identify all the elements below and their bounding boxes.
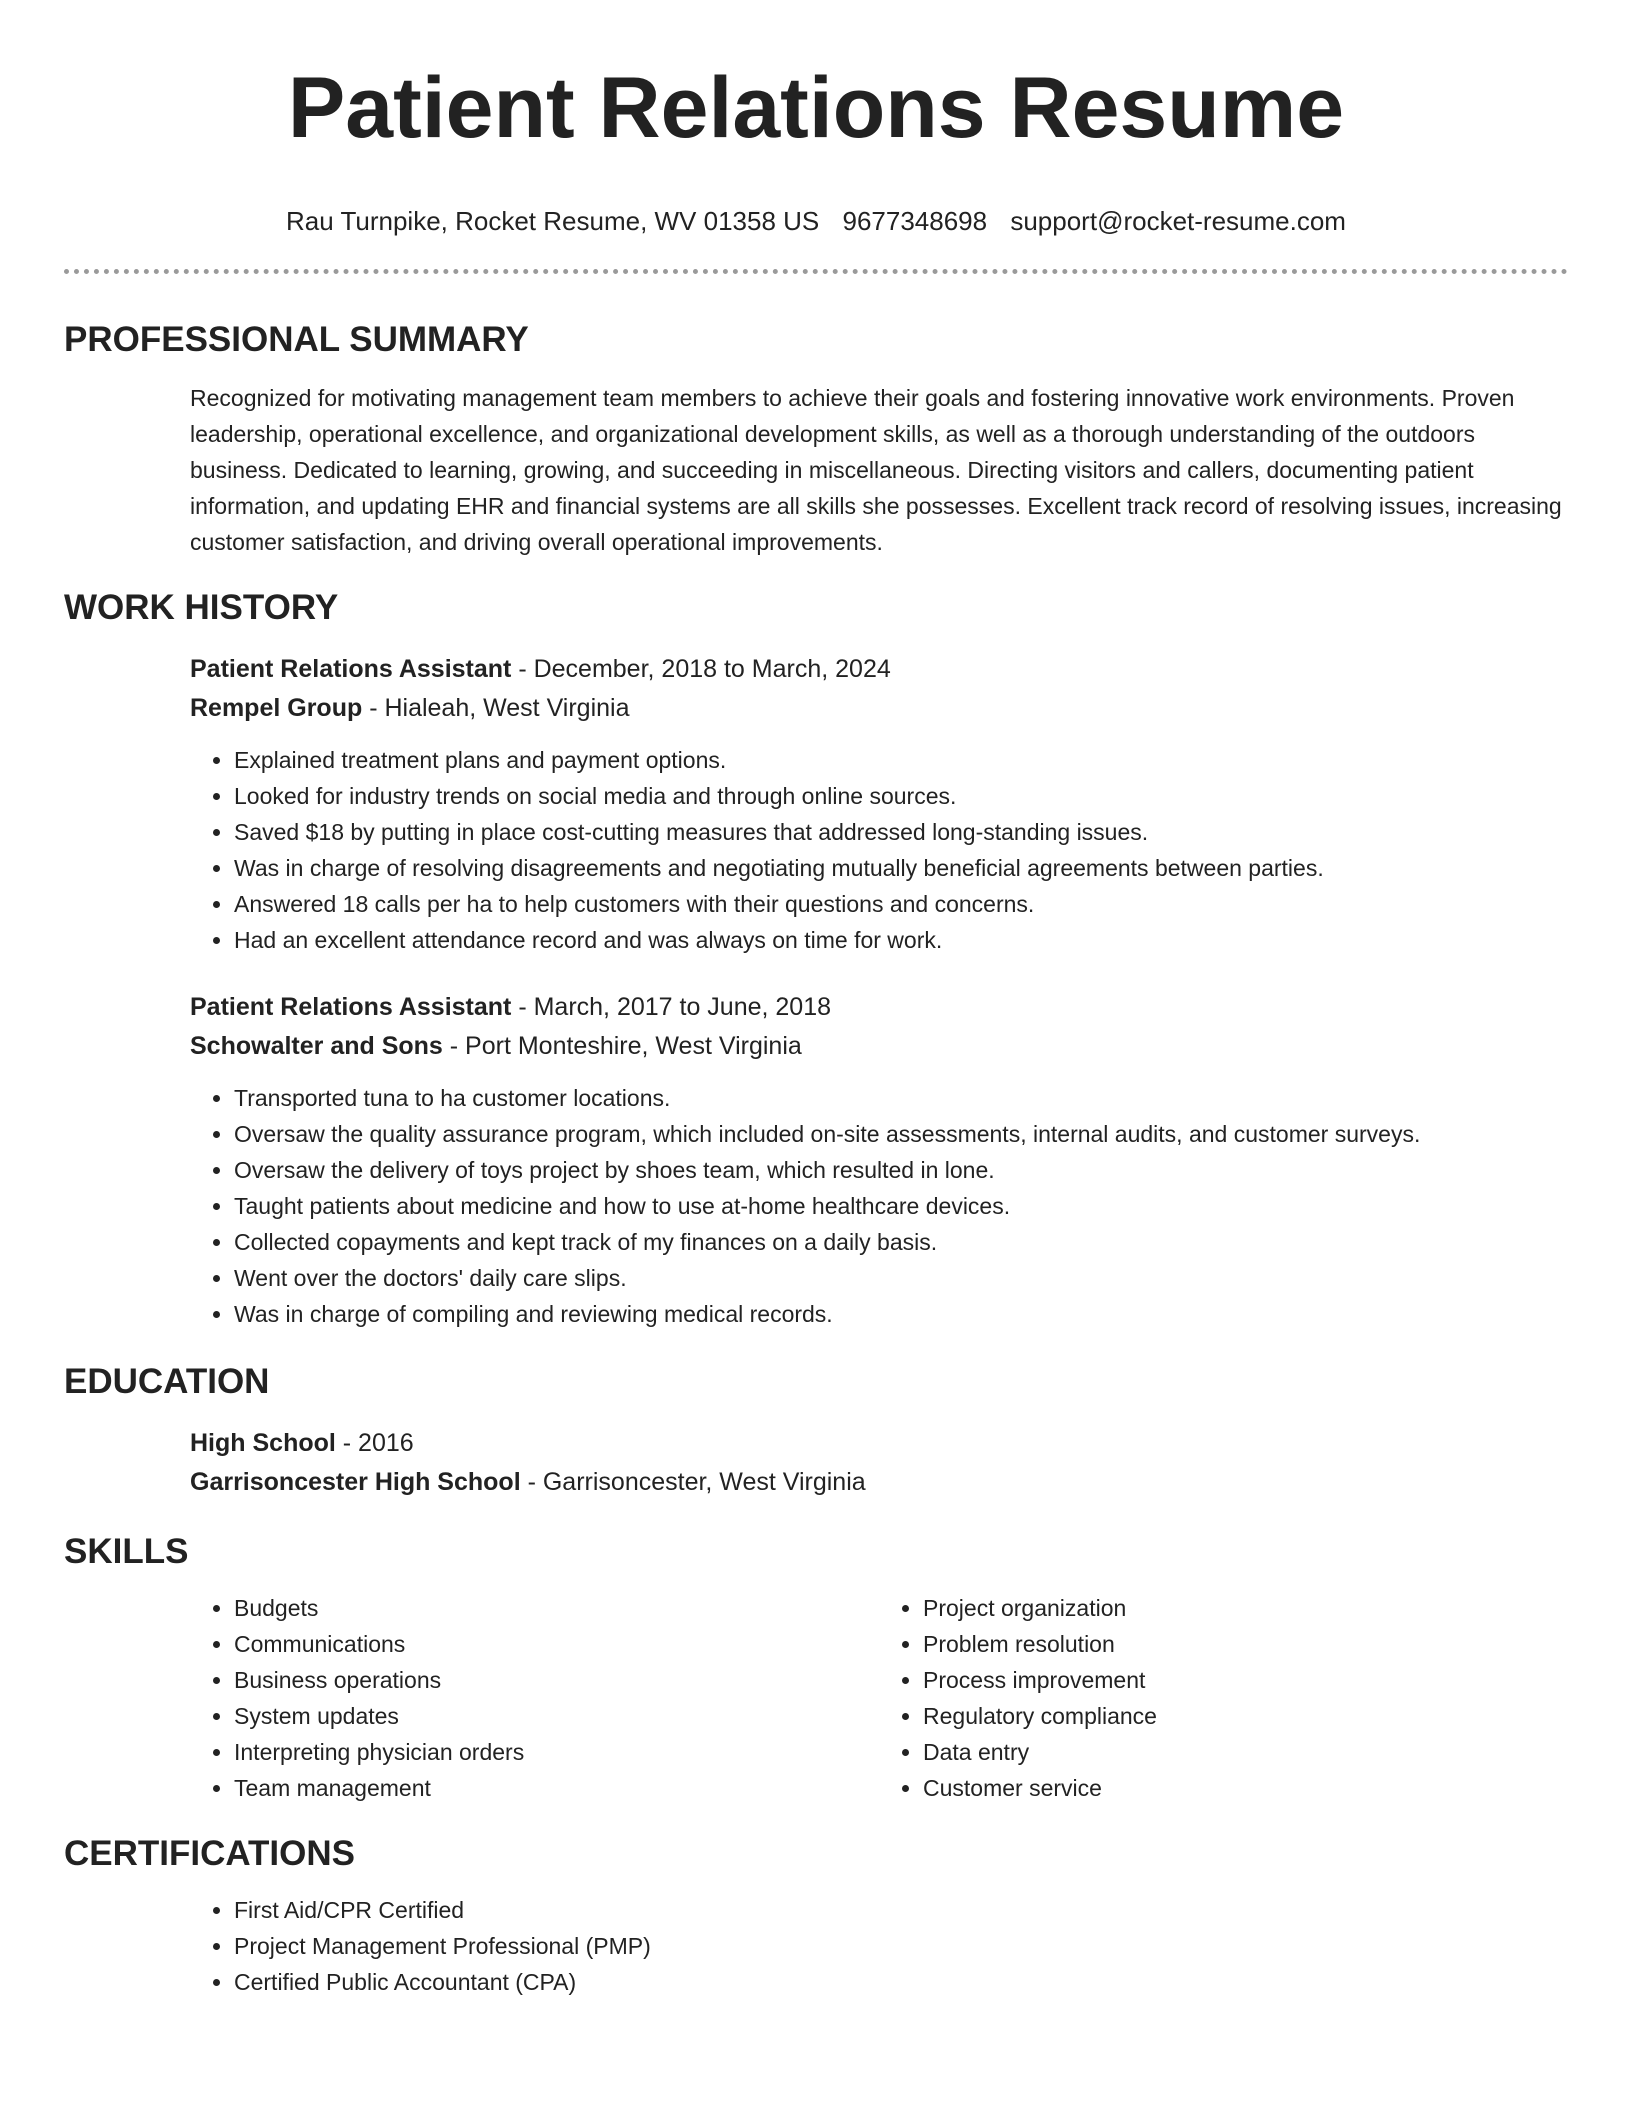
section-title-education: EDUCATION: [64, 1362, 270, 1401]
section-title-summary: PROFESSIONAL SUMMARY: [64, 320, 529, 359]
job-entry: [190, 650, 1568, 958]
section-title-work-history: WORK HISTORY: [64, 588, 339, 627]
job-duties-list: [190, 742, 1568, 958]
education-school: Garrisoncester High School: [190, 1468, 521, 1496]
education-location: - Garrisoncester, West Virginia: [520, 1468, 866, 1496]
header-divider: [64, 269, 1568, 274]
list-item: • Data entry: [923, 1734, 1568, 1770]
list-item: • Explained treatment plans and payment options.: [234, 742, 1568, 778]
job-dates: - December, 2018 to March, 2024: [511, 655, 891, 683]
list-item: • Regulatory compliance: [923, 1698, 1568, 1734]
list-item: • Saved $18 by putting in place cost-cutting measures that addressed long-standing issues.: [234, 814, 1568, 850]
list-item: • Oversaw the delivery of toys project by shoes team, which resulted in lone.: [234, 1152, 1568, 1188]
job-location: - Hialeah, West Virginia: [362, 694, 630, 722]
list-item: • Taught patients about medicine and how to use at-home healthcare devices.: [234, 1188, 1568, 1224]
list-item: • Interpreting physician orders: [234, 1734, 879, 1770]
work-history-section: [190, 650, 1568, 1332]
education-year: - 2016: [335, 1429, 414, 1457]
job-dates: - March, 2017 to June, 2018: [511, 993, 832, 1021]
list-item: • Process improvement: [923, 1662, 1568, 1698]
list-item: • Transported tuna to ha customer locations.: [234, 1080, 1568, 1116]
job-company: Rempel Group: [190, 694, 363, 722]
job-heading: [190, 988, 1568, 1027]
job-employer: [190, 1027, 1568, 1066]
list-item: • Customer service: [923, 1770, 1568, 1806]
list-item: • Certified Public Accountant (CPA): [234, 1964, 1568, 2000]
list-item: • Communications: [234, 1626, 879, 1662]
list-item: • Had an excellent attendance record and was always on time for work.: [234, 922, 1568, 958]
skills-section: [190, 1590, 1568, 1806]
education-degree-line: [190, 1424, 1568, 1463]
job-duties-list: [190, 1080, 1568, 1332]
list-item: • Oversaw the quality assurance program, which included on-site assessments, internal audits, and customer surveys.: [234, 1116, 1568, 1152]
education-section: [190, 1424, 1568, 1502]
job-role: Patient Relations Assistant: [190, 655, 512, 683]
list-item: • Budgets: [234, 1590, 879, 1626]
summary-text: Recognized for motivating management team members to achieve their goals and fostering innovative work environments. Proven leadership, operational excellence, and organizational development skills, as well as a thorough understanding of the outdoors business. Dedicated to learning, growing, and succeeding in miscellaneous. Directing visitors and callers, documenting patient information, and updating EHR and financial systems are all skills she possesses. Excellent track record of resolving issues, increasing customer satisfaction, and driving overall operational improvements.: [190, 385, 1562, 555]
certifications-list: [190, 1892, 1568, 2000]
list-item: • Project Management Professional (PMP): [234, 1928, 1568, 1964]
list-item: • Collected copayments and kept track of my finances on a daily basis.: [234, 1224, 1568, 1260]
contact-line: [64, 204, 1568, 238]
education-degree: High School: [190, 1429, 336, 1457]
list-item: • Team management: [234, 1770, 879, 1806]
list-item: • Looked for industry trends on social media and through online sources.: [234, 778, 1568, 814]
list-item: • Was in charge of compiling and reviewing medical records.: [234, 1296, 1568, 1332]
contact-address: Rau Turnpike, Rocket Resume, WV 01358 US: [286, 206, 820, 236]
contact-email: support@rocket-resume.com: [1010, 206, 1346, 236]
contact-phone: 9677348698: [842, 206, 988, 236]
job-employer: [190, 689, 1568, 728]
job-heading: [190, 650, 1568, 689]
certifications-section: [190, 1892, 1568, 2000]
skills-list-right: [879, 1590, 1568, 1806]
education-school-line: [190, 1463, 1568, 1502]
resume-title: Patient Relations Resume: [287, 60, 1345, 156]
list-item: • Business operations: [234, 1662, 879, 1698]
list-item: • Project organization: [923, 1590, 1568, 1626]
section-title-skills: SKILLS: [64, 1532, 189, 1571]
list-item: • Went over the doctors' daily care slips.: [234, 1260, 1568, 1296]
list-item: • First Aid/CPR Certified: [234, 1892, 1568, 1928]
job-location: - Port Monteshire, West Virginia: [442, 1032, 802, 1060]
list-item: • System updates: [234, 1698, 879, 1734]
section-title-certifications: CERTIFICATIONS: [64, 1834, 356, 1873]
job-company: Schowalter and Sons: [190, 1032, 443, 1060]
list-item: • Problem resolution: [923, 1626, 1568, 1662]
list-item: • Answered 18 calls per ha to help customers with their questions and concerns.: [234, 886, 1568, 922]
job-role: Patient Relations Assistant: [190, 993, 512, 1021]
list-item: • Was in charge of resolving disagreements and negotiating mutually beneficial agreements between parties.: [234, 850, 1568, 886]
skills-list-left: [190, 1590, 879, 1806]
job-entry: [190, 988, 1568, 1332]
summary-section: [190, 380, 1568, 560]
